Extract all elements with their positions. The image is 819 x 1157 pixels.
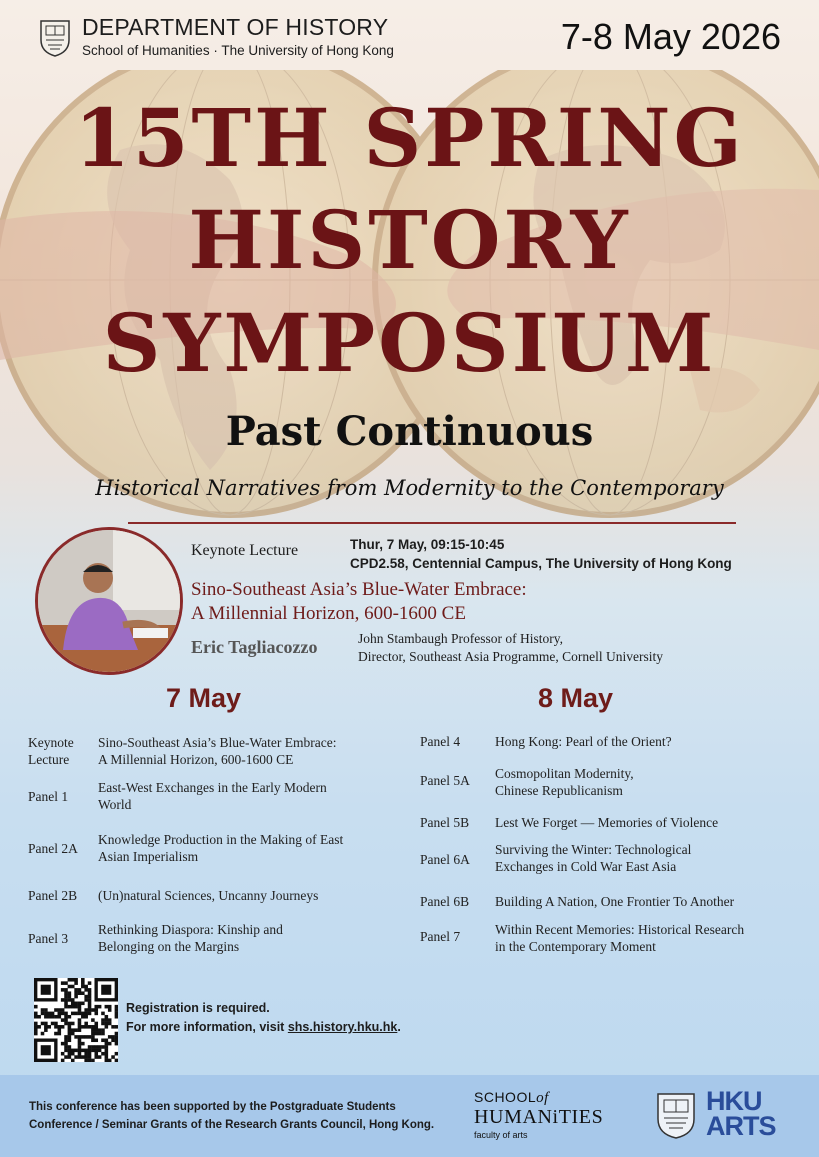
logo-faculty: faculty of arts	[474, 1130, 528, 1140]
title-line-3: SYMPOSIUM	[102, 296, 717, 390]
hku-arts-logo	[706, 1086, 776, 1141]
logo-of: of	[536, 1090, 549, 1106]
event-date: 7-8 May 2026	[560, 16, 781, 57]
school-of-humanities-logo	[474, 1089, 603, 1140]
support-line-1: This conference has been supported by the Postgraduate Students	[29, 1101, 396, 1113]
day2-label: Panel 5A	[420, 773, 470, 788]
day1-title: Knowledge Production in the Making of East Asian Imperialism	[98, 832, 344, 864]
more-info-suffix: .	[397, 1020, 401, 1034]
divider	[128, 522, 736, 524]
qr-code-icon[interactable]	[34, 978, 118, 1062]
day1-title: East-West Exchanges in the Early Modern World	[98, 780, 327, 812]
keynote-label: Keynote Lecture	[191, 542, 299, 559]
keynote-venue: CPD2.58, Centennial Campus, The University of Hong Kong	[350, 556, 732, 571]
website-link[interactable]: shs.history.hku.hk	[287, 1020, 398, 1034]
day1-label: Panel 3	[28, 931, 69, 946]
day1-label: Panel 2B	[28, 888, 78, 903]
keynote-time: Thur, 7 May, 09:15-10:45	[350, 537, 505, 552]
logo-school: SCHOOL	[474, 1089, 537, 1105]
support-line-2: Conference / Seminar Grants of the Research Grants Council, Hong Kong.	[29, 1119, 435, 1131]
keynote-title-1: Sino-Southeast Asia’s Blue-Water Embrace:	[191, 579, 527, 600]
subtitle: Historical Narratives from Modernity to the Contemporary	[95, 476, 724, 500]
school-name: School of Humanities · The University of Hong Kong	[82, 43, 394, 58]
day1-label: Panel 1	[28, 789, 69, 804]
day1-title: Rethinking Diaspora: Kinship and Belonging on the Margins	[98, 922, 283, 954]
day2-label: Panel 6A	[420, 852, 470, 867]
more-info-prefix: For more information, visit	[126, 1020, 288, 1034]
day2-title: Cosmopolitan Modernity, Chinese Republicanism	[495, 766, 634, 798]
day2-title: Lest We Forget — Memories of Violence	[495, 815, 719, 830]
title-line-2: HISTORY	[188, 193, 631, 287]
day1-label: Panel 2A	[28, 841, 78, 856]
day1-title: Sino-Southeast Asia’s Blue-Water Embrace: A Millennial Horizon, 600-1600 CE	[98, 735, 337, 767]
crest-icon	[38, 18, 72, 58]
day2-title: Building A Nation, One Frontier To Another	[495, 894, 735, 909]
day2-label: Panel 6B	[420, 894, 470, 909]
day1-label: Keynote Lecture	[28, 735, 74, 767]
registration-required: Registration is required.	[126, 1001, 270, 1015]
hku-text: HKU	[706, 1086, 762, 1116]
logo-humanities: HUMANiTIES	[474, 1106, 604, 1128]
speaker-photo	[35, 527, 183, 675]
day1-heading: 7 May	[166, 683, 242, 713]
speaker-role-1: John Stambaugh Professor of History,	[358, 631, 563, 646]
title-line-1: 15TH SPRING	[74, 91, 745, 185]
day1-title: (Un)natural Sciences, Uncanny Journeys	[98, 888, 319, 903]
arts-text: ARTS	[706, 1111, 776, 1141]
theme-title: Past Continuous	[225, 408, 594, 455]
day2-label: Panel 5B	[420, 815, 470, 830]
speaker-role-2: Director, Southeast Asia Programme, Cornell University	[358, 649, 664, 664]
department-name: DEPARTMENT OF HISTORY	[82, 14, 389, 40]
day2-title: Hong Kong: Pearl of the Orient?	[495, 734, 672, 749]
more-info	[126, 1020, 401, 1034]
day2-title: Within Recent Memories: Historical Research in the Contemporary Moment	[495, 922, 745, 954]
speaker-name: Eric Tagliacozzo	[191, 637, 318, 657]
day2-heading: 8 May	[538, 683, 614, 713]
day2-label: Panel 4	[420, 734, 461, 749]
crest-icon	[655, 1091, 697, 1141]
keynote-title-2: A Millennial Horizon, 600-1600 CE	[191, 603, 466, 624]
day2-title: Surviving the Winter: Technological Exchanges in Cold War East Asia	[495, 842, 692, 874]
day2-label: Panel 7	[420, 929, 461, 944]
